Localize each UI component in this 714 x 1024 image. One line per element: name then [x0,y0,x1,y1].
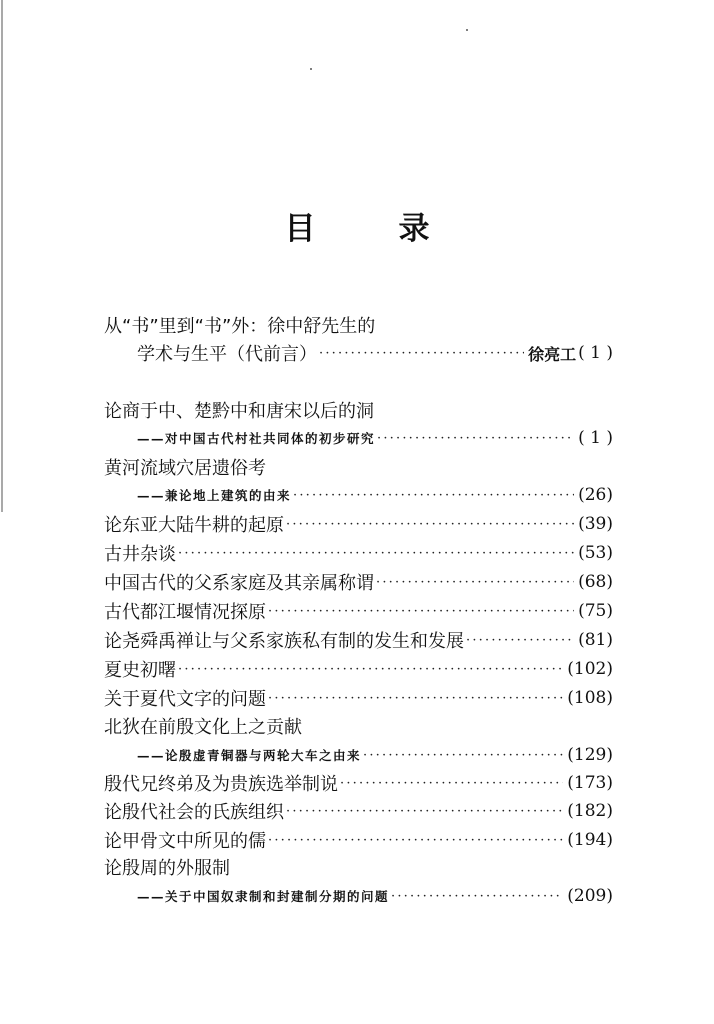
toc-entry[interactable] [104,627,613,653]
toc-entry-title[interactable] [104,397,613,423]
toc-entry-continuation[interactable] [137,340,613,366]
toc-entry-page: (102) [567,659,613,679]
toc-entry-page: (194) [567,830,613,850]
toc-entry[interactable] [104,798,613,824]
dot-leader [376,573,574,591]
toc-entry-page: (53) [578,543,613,563]
dot-leader [377,429,574,447]
toc-entry-title-text: 殷代兄终弟及为贵族选举制说 [104,774,338,795]
toc-entry-title-text: 论殷周的外服制 [104,858,230,879]
toc-entry-title-text: 学术与生平（代前言） [137,344,317,365]
toc-entry-title-text: 论甲骨文中所见的儒 [104,831,266,852]
toc-entry-title-text: 夏史初曙 [104,660,176,681]
dot-leader [268,602,574,620]
toc-entry-title-text: 论东亚大陆牛耕的起原 [104,515,284,536]
toc-entry-subtitle-text: ——关于中国奴隶制和封建制分期的问题 [137,889,390,904]
dot-leader [340,774,563,792]
toc-entry-page: (75) [578,601,613,621]
toc-entry[interactable] [104,770,613,796]
toc-entry-subtitle-text: ——兼论地上建筑的由来 [137,488,292,503]
toc-entry-title-text: 关于夏代文字的问题 [104,689,266,710]
toc-entry-title-text: 论尧舜禹禅让与父系家族私有制的发生和发展 [104,631,464,652]
dot-leader [268,689,563,707]
toc-entry-page: (173) [567,773,613,793]
toc-entry-title-text: 北狄在前殷文化上之贡献 [104,717,302,738]
toc-entry-title-text: 论殷代社会的氏族组织 [104,802,284,823]
toc-entry-page: (39) [578,514,613,534]
toc-entry-subtitle[interactable] [137,425,613,451]
toc-entry-title[interactable] [104,713,613,739]
dot-leader [363,746,563,764]
toc-entry-title[interactable] [104,312,613,338]
toc-entry-subtitle[interactable] [137,742,613,768]
toc-entry-author: 徐亮工 [528,344,577,364]
dot-leader [391,887,563,905]
toc-entry-page: (209) [567,886,613,906]
toc-entry-title-text: 古井杂谈 [104,544,176,565]
toc-entry-page: (182) [567,801,613,821]
toc-entry-title-text: 从“书”里到“书”外：徐中舒先生的 [104,316,376,337]
toc-entry-page: (129) [567,745,613,765]
toc-entry-page: ( 1 ) [578,343,613,363]
toc-entry[interactable] [104,511,613,537]
page-title: 目 录 [284,211,456,247]
toc-entry[interactable] [104,656,613,682]
toc-entry-subtitle-text: ——论殷虚青铜器与两轮大车之由来 [137,748,362,763]
toc-entry-title-text: 论商于中、楚黔中和唐宋以后的洞 [104,401,374,422]
dot-leader [319,344,524,362]
dot-leader [178,660,563,678]
dot-leader [293,486,574,504]
toc-entry-page: (26) [578,485,613,505]
toc-entry-title-text: 黄河流域穴居遗俗考 [104,458,266,479]
toc-entry[interactable] [104,540,613,566]
toc-entry-title[interactable] [104,854,613,880]
toc-entry-title-text: 中国古代的父系家庭及其亲属称谓 [104,573,374,594]
toc-entry[interactable] [104,685,613,711]
toc-entry-page: (81) [578,630,613,650]
toc-entry-page: (108) [567,688,613,708]
toc-entry-title[interactable] [104,454,613,480]
dot-leader [286,515,574,533]
toc-entry-subtitle[interactable] [137,883,613,909]
toc-entry[interactable] [104,569,613,595]
dot-leader [286,802,563,820]
dot-leader [178,544,574,562]
toc-entry-title-text: 古代都江堰情况探原 [104,602,266,623]
toc-entry[interactable] [104,827,613,853]
dot-leader [466,631,574,649]
toc-entry-subtitle-text: ——对中国古代村社共同体的初步研究 [137,431,376,446]
dot-leader [268,831,563,849]
toc-entry[interactable] [104,598,613,624]
toc-entry-page: ( 1 ) [578,428,613,448]
toc-entry-page: (68) [578,572,613,592]
toc-entry-subtitle[interactable] [137,482,613,508]
